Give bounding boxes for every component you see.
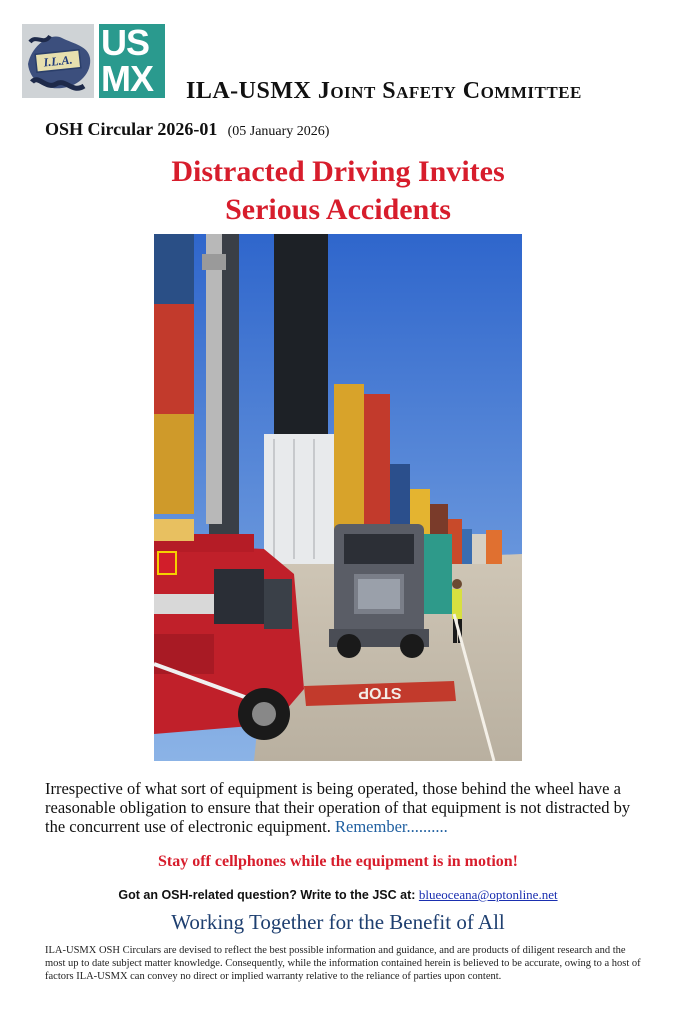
circular-line <box>45 119 329 140</box>
body-paragraph-text: Irrespective of what sort of equipment is being operated, those behind the wheel have a reasonable obligation to ensure that their operation of that equipment is not distracted by the concurrent use of electronic equipment. <box>45 779 631 836</box>
headline-line-1: Distracted Driving Invites <box>171 155 505 188</box>
body-paragraph <box>45 779 645 836</box>
ila-logo <box>22 24 94 98</box>
committee-title: ILA-USMX Joint Safety Committee <box>186 78 582 104</box>
contact-question: Got an OSH-related question? Write to the JSC at: <box>118 888 416 902</box>
warning-text: Stay off cellphones while the equipment is in motion! <box>157 853 518 870</box>
headline-line-2: Serious Accidents <box>225 193 451 226</box>
stop-marking: STOP <box>358 684 402 701</box>
motto: Working Together for the Benefit of All <box>171 910 505 934</box>
usmx-logo <box>99 24 165 98</box>
contact-line <box>0 887 676 903</box>
circular-date: (05 January 2026) <box>227 124 330 139</box>
contact-email-link[interactable]: blueoceana@optonline.net <box>418 887 558 902</box>
circular-number: OSH Circular 2026-01 <box>45 119 218 139</box>
disclaimer: ILA-USMX OSH Circulars are devised to reflect the best possible information and guidance, and are products of diligent research and the most up to date subject matter knowledge. Consequently, while the information contained herein is believed to be accurate, owing to a host of factors ILA-USMX can convey no direct or implied warranty relative to the reliance of parties upon content. <box>45 945 641 982</box>
remember-text: Remember.......... <box>335 817 448 836</box>
accident-photo <box>154 234 522 761</box>
ila-logo-text: I.L.A. <box>42 52 74 70</box>
usmx-logo-bottom: MX <box>101 58 153 98</box>
usmx-logo-top: US <box>101 24 150 63</box>
